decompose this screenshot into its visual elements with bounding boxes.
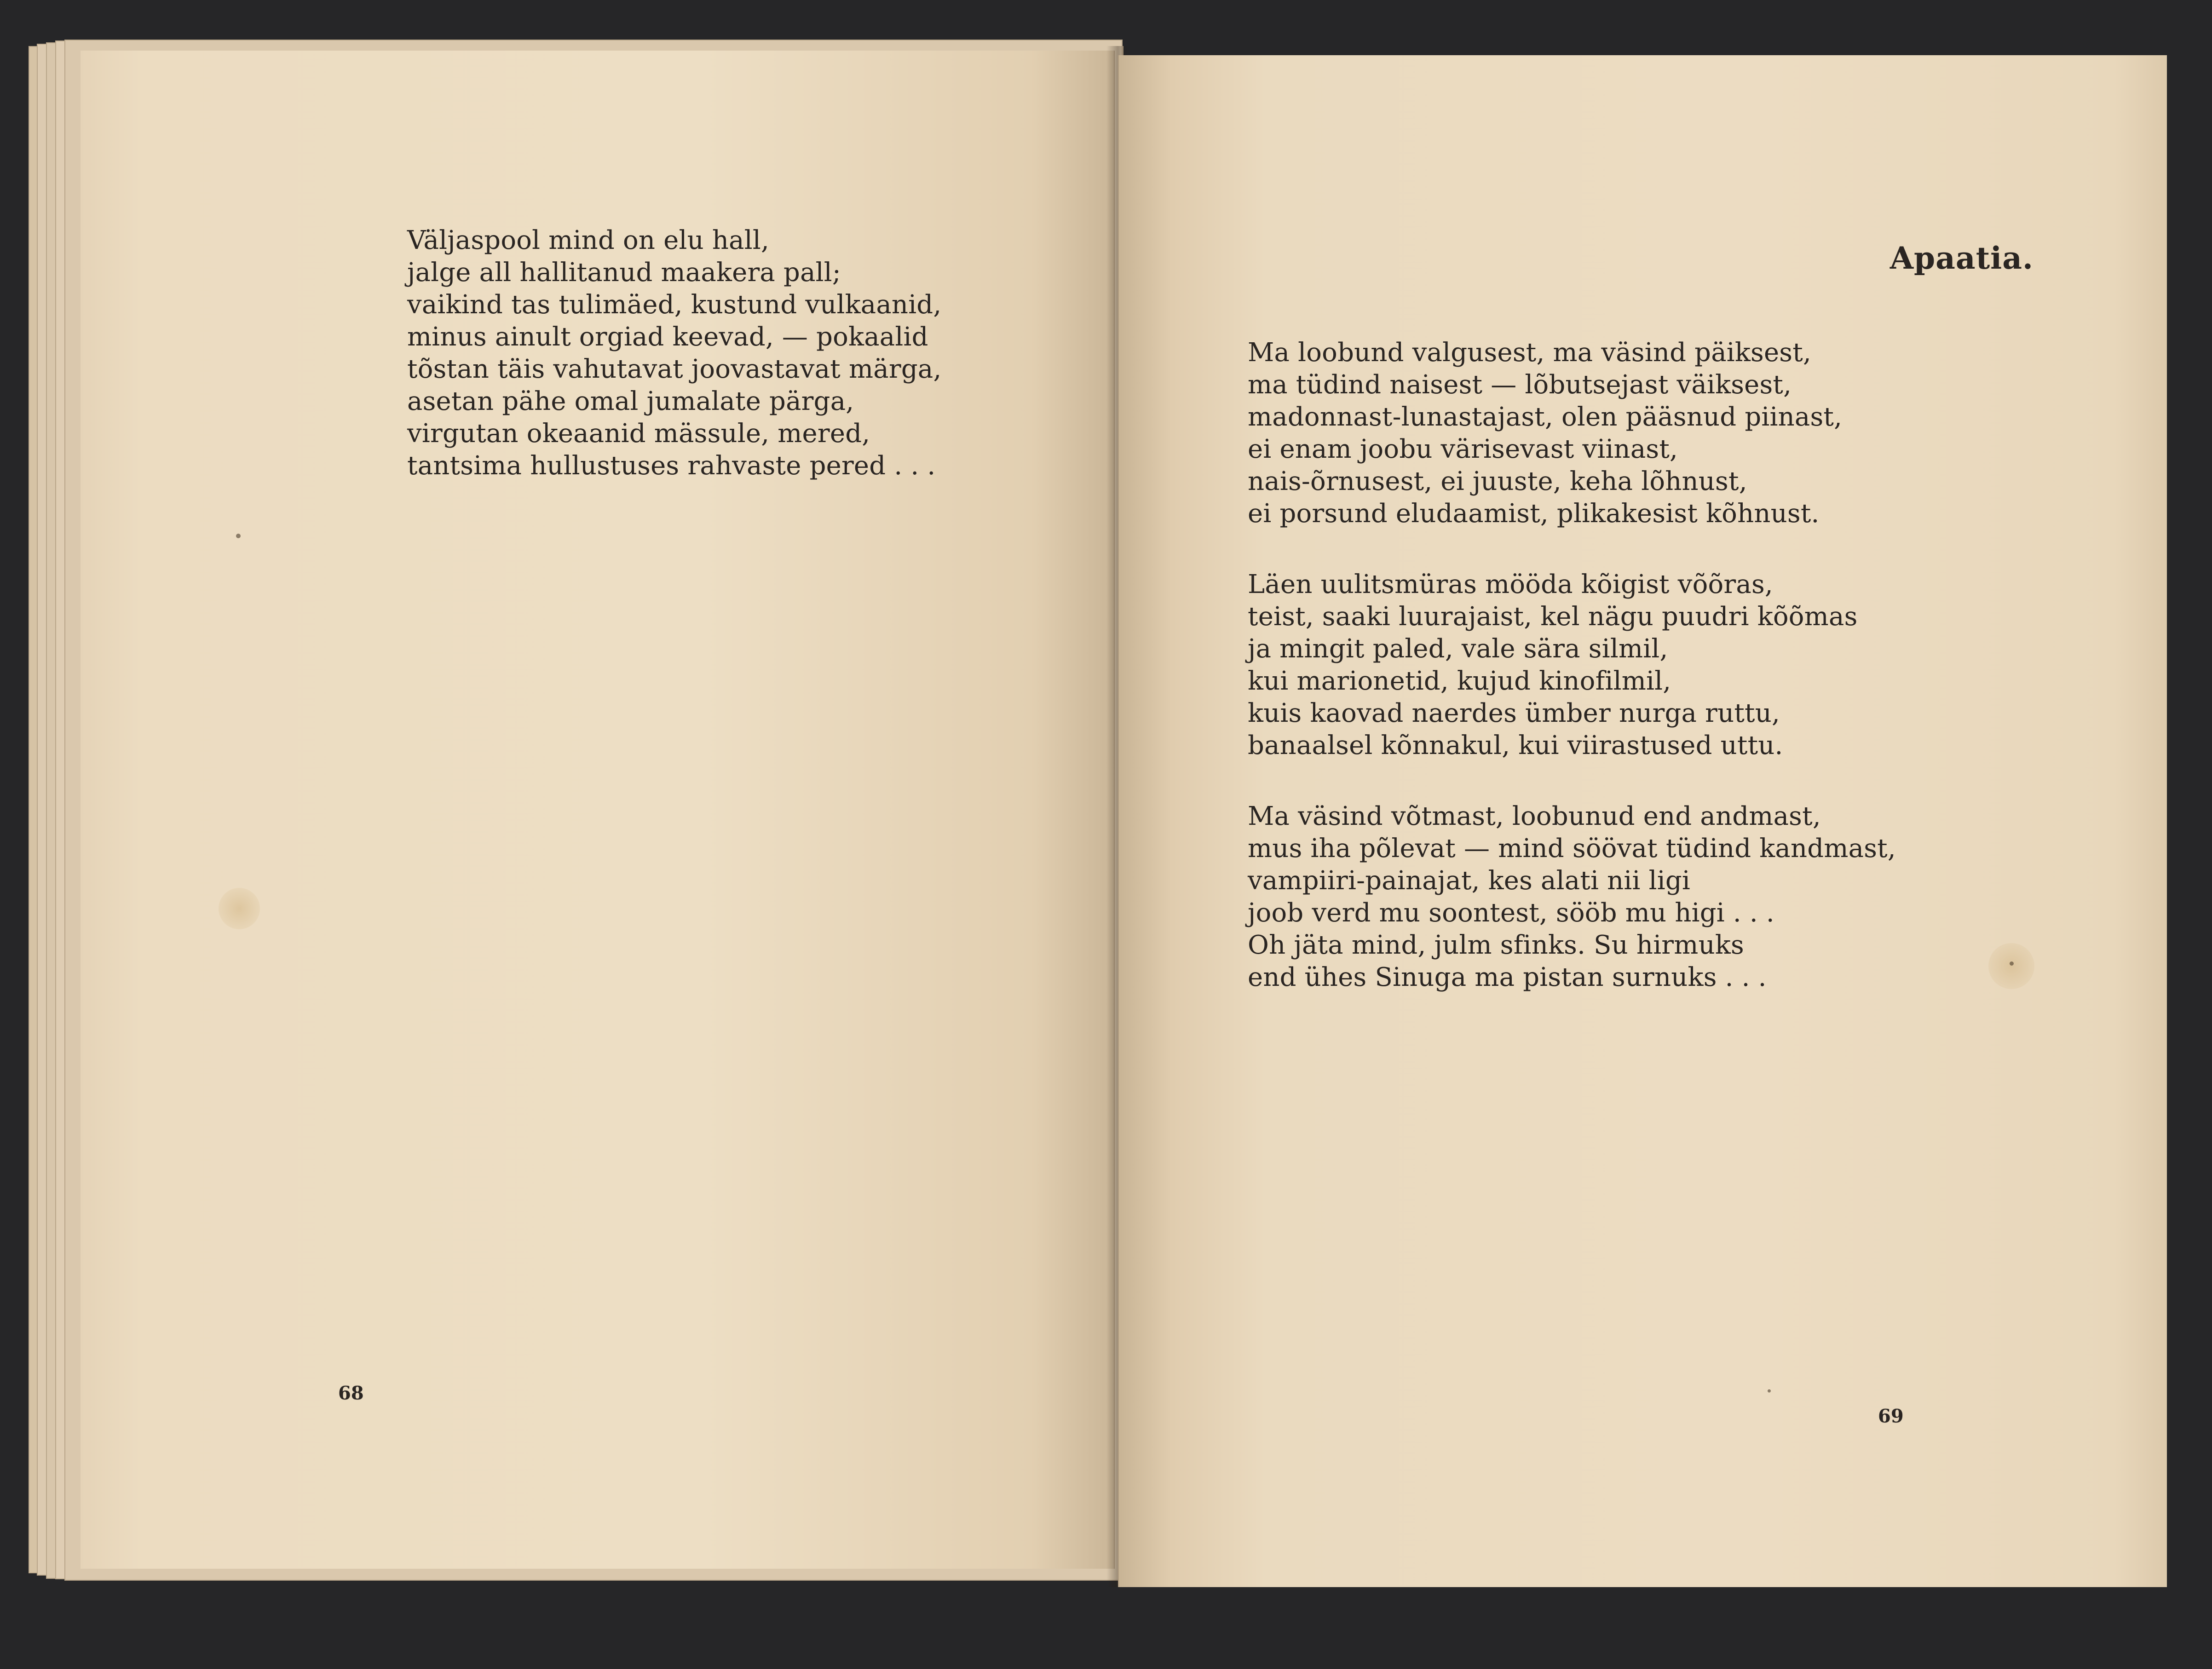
poem-title: Apaatia. [1889, 240, 2033, 276]
poem-line: Ma väsind võtmast, loobunud end andmast, [1248, 801, 1821, 831]
poem-line: ei porsund eludaamist, plikakesist kõhnust. [1248, 499, 1820, 529]
poem-line: kui marionetid, kujud kinofilmil, [1248, 666, 1671, 696]
poem-line: Ma loobund valgusest, ma väsind päiksest, [1248, 338, 1811, 368]
left-poem [407, 224, 942, 482]
poem-line: end ühes Sinuga ma pistan surnuks . . . [1248, 962, 1767, 992]
speck [1768, 1389, 1771, 1393]
poem-line: virgutan okeaanid mässule, mered, [407, 419, 870, 449]
poem-line: banaalsel kõnnakul, kui viirastused uttu. [1248, 731, 1783, 760]
poem-line: minus ainult orgiad keevad, — pokaalid [407, 322, 928, 352]
poem-line: kuis kaovad naerdes ümber nurga ruttu, [1248, 698, 1780, 728]
poem-line: vampiiri-painajat, kes alati nii ligi [1248, 866, 1691, 896]
stanza [1248, 800, 1896, 994]
stain [1988, 943, 2034, 989]
right-page [1118, 55, 2167, 1587]
poem-line: Läen uulitsmüras mööda kõigist võõras, [1248, 570, 1773, 599]
right-poem [1248, 337, 1896, 1032]
stanza [1248, 569, 1896, 762]
poem-line: tantsima hullustuses rahvaste pered . . . [407, 451, 936, 481]
stain [219, 888, 260, 929]
poem-line: ma tüdind naisest — lõbutsejast väiksest, [1248, 370, 1792, 400]
poem-line: mus iha põlevat — mind söövat tüdind kandmast, [1248, 834, 1896, 863]
speck [236, 534, 241, 538]
speck [2010, 961, 2014, 966]
poem-line: Oh jäta mind, julm sfinks. Su hirmuks [1248, 930, 1744, 960]
poem-line: Väljaspool mind on elu hall, [407, 225, 769, 255]
poem-line: madonnast-lunastajast, olen pääsnud piinast, [1248, 402, 1843, 432]
poem-line: joob verd mu soontest, sööb mu higi . . . [1248, 898, 1774, 928]
page-number-right: 69 [1878, 1405, 1904, 1427]
page-number-left: 68 [338, 1382, 364, 1404]
poem-line: asetan pähe omal jumalate pärga, [407, 386, 854, 416]
poem-line: jalge all hallitanud maakera pall; [407, 258, 841, 288]
poem-line: nais-õrnusest, ei juuste, keha lõhnust, [1248, 466, 1747, 496]
poem-line: teist, saaki luurajaist, kel nägu puudri kõõmas [1248, 602, 1858, 632]
poem-line: ja mingit paled, vale sära silmil, [1248, 634, 1668, 664]
left-page [81, 51, 1115, 1569]
stanza [1248, 337, 1896, 530]
poem-line: vaikind tas tulimäed, kustund vulkaanid, [407, 290, 942, 320]
poem-line: ei enam joobu värisevast viinast, [1248, 434, 1678, 464]
poem-line: tõstan täis vahutavat joovastavat märga, [407, 354, 942, 384]
